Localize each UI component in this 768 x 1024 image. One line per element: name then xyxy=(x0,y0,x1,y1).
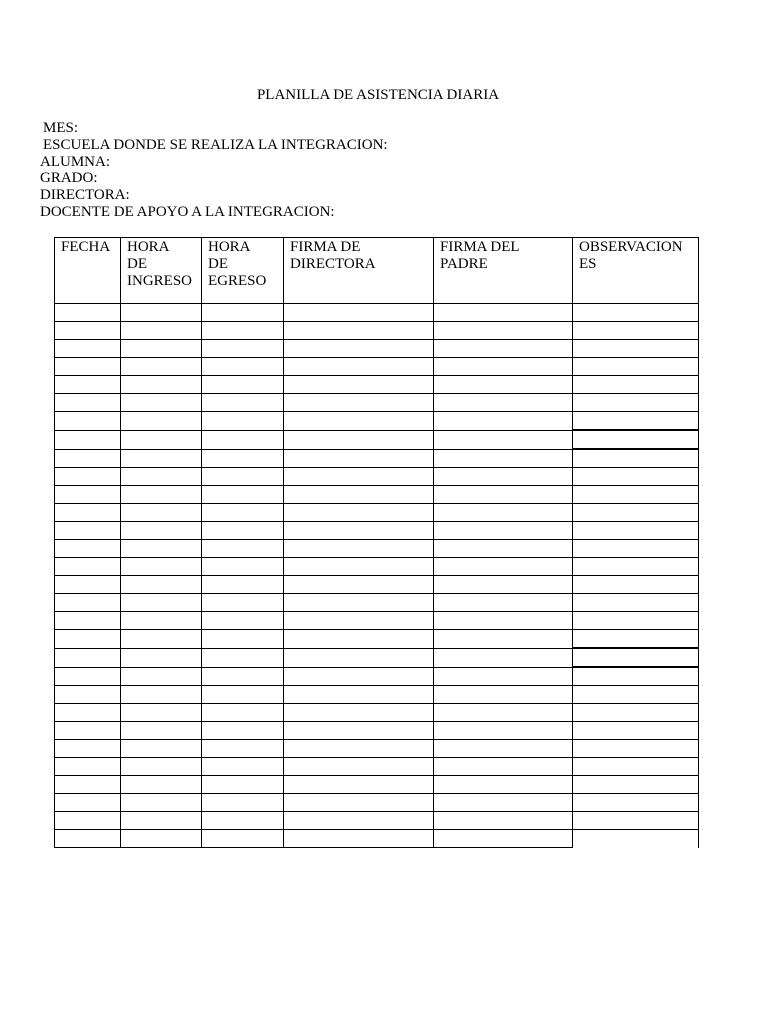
table-cell xyxy=(121,394,202,412)
table-row xyxy=(55,504,699,522)
table-cell xyxy=(573,576,699,594)
page-title: PLANILLA DE ASISTENCIA DIARIA xyxy=(256,87,500,103)
table-cell xyxy=(202,504,284,522)
table-cell xyxy=(202,358,284,376)
table-cell xyxy=(434,594,573,612)
table-cell xyxy=(284,830,434,848)
header-observaciones xyxy=(573,238,699,304)
table-cell xyxy=(202,558,284,576)
table-cell xyxy=(121,486,202,504)
table-cell xyxy=(55,612,121,630)
table-row xyxy=(55,740,699,758)
table-row xyxy=(55,412,699,431)
table-cell xyxy=(55,812,121,830)
table-cell xyxy=(284,540,434,558)
table-cell xyxy=(202,394,284,412)
table-cell xyxy=(284,794,434,812)
header-fecha-line: FECHA xyxy=(61,239,111,255)
table-row xyxy=(55,468,699,486)
header-observaciones-line: OBSERVACION xyxy=(579,239,683,255)
table-cell xyxy=(202,412,284,431)
table-cell xyxy=(55,830,121,848)
table-row xyxy=(55,722,699,740)
header-hora-egreso-line: DE xyxy=(208,256,228,272)
table-cell xyxy=(121,686,202,704)
table-cell xyxy=(55,648,121,667)
table-row xyxy=(55,376,699,394)
table-cell xyxy=(434,612,573,630)
table-cell xyxy=(434,812,573,830)
table-cell xyxy=(284,758,434,776)
table-cell xyxy=(434,776,573,794)
table-row xyxy=(55,576,699,594)
table-cell xyxy=(121,704,202,722)
table-cell xyxy=(284,358,434,376)
table-cell xyxy=(434,376,573,394)
table-cell xyxy=(434,758,573,776)
table-cell xyxy=(55,576,121,594)
table-cell xyxy=(573,667,699,686)
table-cell xyxy=(55,340,121,358)
table-row xyxy=(55,449,699,468)
table-cell xyxy=(121,740,202,758)
header-hora-ingreso xyxy=(121,238,202,304)
table-cell xyxy=(202,830,284,848)
table-row xyxy=(55,812,699,830)
table-cell xyxy=(202,612,284,630)
table-cell xyxy=(573,394,699,412)
table-cell xyxy=(202,304,284,322)
table-cell xyxy=(434,430,573,449)
table-cell xyxy=(121,358,202,376)
table-cell xyxy=(434,648,573,667)
header-firma-directora-line: DIRECTORA xyxy=(290,256,376,272)
table-cell xyxy=(284,449,434,468)
attendance-table xyxy=(54,237,699,848)
table-cell xyxy=(55,794,121,812)
table-cell xyxy=(202,740,284,758)
form-fields xyxy=(40,120,388,221)
table-cell xyxy=(573,776,699,794)
table-cell xyxy=(55,776,121,794)
table-cell xyxy=(202,704,284,722)
table-cell xyxy=(202,630,284,649)
table-cell xyxy=(573,358,699,376)
table-cell xyxy=(55,486,121,504)
table-cell xyxy=(284,376,434,394)
table-cell xyxy=(284,504,434,522)
table-cell xyxy=(434,667,573,686)
table-cell xyxy=(284,522,434,540)
table-cell xyxy=(202,722,284,740)
table-cell xyxy=(55,686,121,704)
table-cell xyxy=(573,412,699,431)
table-cell xyxy=(55,540,121,558)
table-body xyxy=(55,304,699,848)
table-row xyxy=(55,758,699,776)
table-cell xyxy=(573,449,699,468)
table-cell xyxy=(434,340,573,358)
table-cell xyxy=(202,430,284,449)
table-cell xyxy=(284,812,434,830)
table-cell xyxy=(202,776,284,794)
table-row xyxy=(55,358,699,376)
table-cell xyxy=(573,704,699,722)
field-mes: MES: xyxy=(43,120,79,136)
table-cell xyxy=(202,468,284,486)
table-cell xyxy=(121,612,202,630)
table-cell xyxy=(573,612,699,630)
table-cell xyxy=(573,430,699,449)
table-cell xyxy=(121,304,202,322)
table-cell xyxy=(284,486,434,504)
table-row xyxy=(55,322,699,340)
table-cell xyxy=(55,376,121,394)
table-cell xyxy=(434,304,573,322)
table-cell xyxy=(573,376,699,394)
table-row xyxy=(55,430,699,449)
table-cell xyxy=(284,776,434,794)
table-cell xyxy=(121,468,202,486)
table-cell xyxy=(121,322,202,340)
table-cell xyxy=(573,830,699,848)
table-row xyxy=(55,630,699,649)
table-cell xyxy=(55,394,121,412)
table-cell xyxy=(202,594,284,612)
table-cell xyxy=(573,504,699,522)
table-cell xyxy=(573,686,699,704)
table-cell xyxy=(55,704,121,722)
table-cell xyxy=(284,304,434,322)
table-cell xyxy=(573,594,699,612)
field-grado: GRADO: xyxy=(40,170,98,187)
table-cell xyxy=(55,430,121,449)
table-cell xyxy=(202,758,284,776)
table-cell xyxy=(121,794,202,812)
table-cell xyxy=(55,630,121,649)
table-cell xyxy=(121,594,202,612)
table-cell xyxy=(55,594,121,612)
table-cell xyxy=(121,722,202,740)
table-cell xyxy=(55,667,121,686)
table-cell xyxy=(434,504,573,522)
table-cell xyxy=(55,412,121,431)
header-firma-directora xyxy=(284,238,434,304)
table-cell xyxy=(55,558,121,576)
table-cell xyxy=(434,322,573,340)
table-cell xyxy=(434,358,573,376)
table-cell xyxy=(284,430,434,449)
table-cell xyxy=(573,468,699,486)
table-cell xyxy=(202,576,284,594)
table-cell xyxy=(284,648,434,667)
table-row xyxy=(55,340,699,358)
table-cell xyxy=(284,340,434,358)
table-cell xyxy=(121,830,202,848)
table-cell xyxy=(121,430,202,449)
header-firma-padre-line: FIRMA DEL xyxy=(440,239,520,255)
header-hora-egreso-line: EGRESO xyxy=(208,273,267,289)
table-cell xyxy=(202,648,284,667)
table-cell xyxy=(573,648,699,667)
table-cell xyxy=(573,558,699,576)
table-cell xyxy=(573,630,699,649)
table-cell xyxy=(284,412,434,431)
header-hora-ingreso-line: INGRESO xyxy=(127,273,193,289)
table-cell xyxy=(121,776,202,794)
table-row xyxy=(55,394,699,412)
table-cell xyxy=(55,449,121,468)
table-cell xyxy=(434,449,573,468)
table-cell xyxy=(434,722,573,740)
table-cell xyxy=(121,630,202,649)
table-cell xyxy=(284,722,434,740)
table-cell xyxy=(202,486,284,504)
table-row xyxy=(55,558,699,576)
table-cell xyxy=(202,376,284,394)
table-cell xyxy=(284,704,434,722)
table-cell xyxy=(55,504,121,522)
table-cell xyxy=(434,704,573,722)
table-cell xyxy=(202,812,284,830)
table-row xyxy=(55,794,699,812)
table-cell xyxy=(284,322,434,340)
table-row xyxy=(55,648,699,667)
table-cell xyxy=(202,667,284,686)
table-cell xyxy=(202,340,284,358)
table-row xyxy=(55,776,699,794)
table-cell xyxy=(573,340,699,358)
table-cell xyxy=(202,794,284,812)
header-hora-egreso xyxy=(202,238,284,304)
table-cell xyxy=(55,740,121,758)
table-cell xyxy=(121,522,202,540)
table-cell xyxy=(55,304,121,322)
field-alumna: ALUMNA: xyxy=(40,153,110,170)
table-cell xyxy=(284,558,434,576)
table-cell xyxy=(434,794,573,812)
table-cell xyxy=(202,449,284,468)
table-cell xyxy=(573,322,699,340)
table-cell xyxy=(284,686,434,704)
table-cell xyxy=(573,794,699,812)
table-cell xyxy=(573,540,699,558)
header-hora-ingreso-line: HORA xyxy=(127,239,170,255)
table-cell xyxy=(121,412,202,431)
table-row xyxy=(55,304,699,322)
table-cell xyxy=(573,812,699,830)
table-cell xyxy=(434,830,573,848)
table-cell xyxy=(434,394,573,412)
table-cell xyxy=(55,758,121,776)
header-hora-egreso-line: HORA xyxy=(208,239,251,255)
table-cell xyxy=(121,376,202,394)
table-cell xyxy=(434,522,573,540)
table-cell xyxy=(284,594,434,612)
table-row xyxy=(55,830,699,848)
table-cell xyxy=(55,322,121,340)
table-cell xyxy=(202,522,284,540)
table-row xyxy=(55,612,699,630)
table-row xyxy=(55,667,699,686)
table-cell xyxy=(434,576,573,594)
table-cell xyxy=(121,758,202,776)
table-cell xyxy=(121,449,202,468)
table-cell xyxy=(284,630,434,649)
table-cell xyxy=(284,576,434,594)
header-fecha xyxy=(55,238,121,304)
header-firma-padre xyxy=(434,238,573,304)
table-cell xyxy=(284,468,434,486)
table-cell xyxy=(573,740,699,758)
table-cell xyxy=(55,522,121,540)
table-cell xyxy=(434,412,573,431)
table-cell xyxy=(121,340,202,358)
table-cell xyxy=(121,812,202,830)
field-directora: DIRECTORA: xyxy=(40,187,130,204)
table-row xyxy=(55,704,699,722)
header-firma-directora-line: FIRMA DE xyxy=(290,239,361,255)
header-firma-padre-line: PADRE xyxy=(440,256,488,272)
table-cell xyxy=(284,740,434,758)
field-docente-apoyo: DOCENTE DE APOYO A LA INTEGRACION: xyxy=(40,203,335,220)
table-cell xyxy=(284,667,434,686)
table-cell xyxy=(434,630,573,649)
table-cell xyxy=(121,558,202,576)
table-cell xyxy=(121,667,202,686)
table-cell xyxy=(121,576,202,594)
table-cell xyxy=(573,758,699,776)
table-cell xyxy=(202,686,284,704)
table-row xyxy=(55,486,699,504)
table-row xyxy=(55,540,699,558)
table-cell xyxy=(434,468,573,486)
table-row xyxy=(55,686,699,704)
table-cell xyxy=(573,486,699,504)
table-cell xyxy=(434,558,573,576)
table-cell xyxy=(55,358,121,376)
table-header-row xyxy=(55,238,699,304)
table-cell xyxy=(202,322,284,340)
table-cell xyxy=(434,740,573,758)
table-cell xyxy=(55,468,121,486)
field-escuela: ESCUELA DONDE SE REALIZA LA INTEGRACION: xyxy=(43,136,388,153)
table-row xyxy=(55,522,699,540)
table-cell xyxy=(121,648,202,667)
table-cell xyxy=(573,304,699,322)
table-cell xyxy=(121,540,202,558)
table-cell xyxy=(202,540,284,558)
table-cell xyxy=(573,722,699,740)
table-cell xyxy=(434,686,573,704)
table-cell xyxy=(284,394,434,412)
table-cell xyxy=(434,540,573,558)
table-cell xyxy=(434,486,573,504)
table-cell xyxy=(121,504,202,522)
table-cell xyxy=(55,722,121,740)
table-cell xyxy=(573,522,699,540)
header-observaciones-line: ES xyxy=(579,256,597,272)
header-hora-ingreso-line: DE xyxy=(127,256,147,272)
table-cell xyxy=(284,612,434,630)
table-row xyxy=(55,594,699,612)
